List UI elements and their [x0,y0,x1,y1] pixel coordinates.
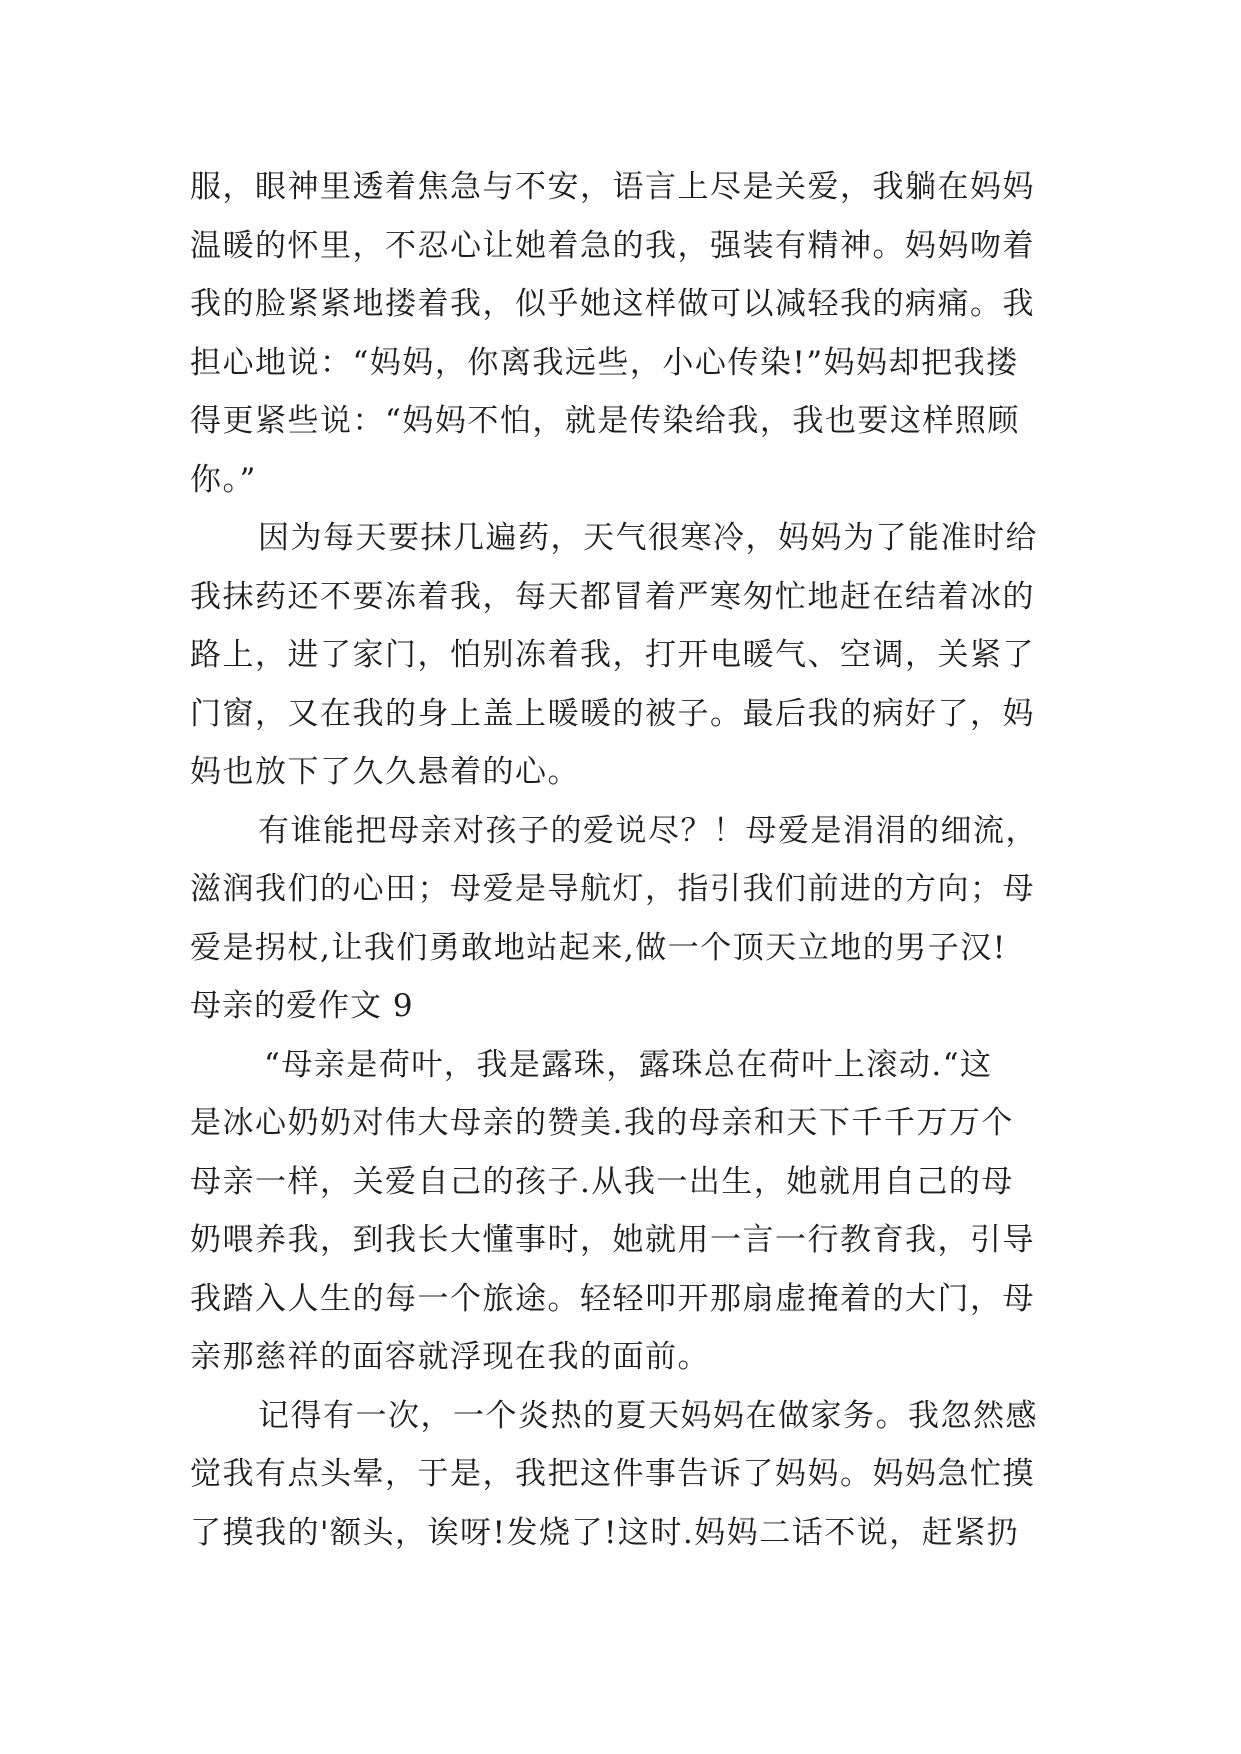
text-line: 温暖的怀里，不忍心让她着急的我，强装有精神。妈妈吻着 [190,227,1035,264]
text-line: 母亲一样，关爱自己的孩子.从我一出生，她就用自己的母 [190,1163,1014,1200]
text-line: 奶喂养我，到我长大懂事时，她就用一言一行教育我，引导 [190,1222,1035,1258]
text-line: 觉我有点头晕，于是，我把这件事告诉了妈妈。妈妈急忙摸 [190,1456,1035,1492]
text-line: 你。” [190,461,257,498]
text-line: 服，眼神里透着焦急与不安，语言上尽是关爱，我躺在妈妈 [190,169,1035,205]
text-line: 妈也放下了久久悬着的心。 [190,754,580,790]
section-title: 母亲的爱作文 9 [190,988,414,1024]
paragraph-5 [190,1387,1050,1563]
text-line: 亲那慈祥的面容就浮现在我的面前。 [190,1339,710,1375]
text-line: 我抹药还不要冻着我，每天都冒着严寒匆忙地赶在结着冰的 [190,578,1035,615]
text-line: 路上，进了家门，怕别冻着我，打开电暖气、空调，关紧了 [190,637,1035,673]
text-line: 担心地说：“妈妈，你离我远些，小心传染!”妈妈却把我搂 [190,344,1019,381]
paragraph-2 [190,509,1050,802]
text-line: 门窗，又在我的身上盖上暖暖的被子。最后我的病好了，妈 [190,695,1035,732]
text-line: 爱是拐杖,让我们勇敢地站起来,做一个顶天立地的男子汉! [190,929,1007,966]
text-line: 因为每天要抹几遍药，天气很寒冷，妈妈为了能准时给 [258,520,1038,556]
text-line: 我踏入人生的每一个旅途。轻轻叩开那扇虚掩着的大门，母 [190,1280,1035,1317]
text-line: 了摸我的'额头，诶呀!发烧了!这时.妈妈二话不说，赶紧扔 [190,1514,1020,1551]
text-line: 有谁能把母亲对孩子的爱说尽？！母爱是涓涓的细流， [258,812,1038,849]
text-line: “母亲是荷叶，我是露珠，露珠总在荷叶上滚动.“这 [264,1046,993,1083]
text-line: 我的脸紧紧地搂着我，似乎她这样做可以减轻我的病痛。我 [190,286,1035,322]
document-body [190,158,1050,1562]
text-line: 是冰心奶奶对伟大母亲的赞美.我的母亲和天下千千万万个 [190,1105,1014,1141]
paragraph-3 [190,802,1050,978]
paragraph-4 [190,1036,1050,1387]
text-line: 记得有一次，一个炎热的夏天妈妈在做家务。我忽然感 [258,1397,1038,1434]
text-line: 得更紧些说：“妈妈不怕，就是传染给我，我也要这样照顾 [190,403,1020,439]
paragraph-1 [190,158,1050,509]
text-line: 滋润我们的心田；母爱是导航灯，指引我们前进的方向；母 [190,871,1035,907]
